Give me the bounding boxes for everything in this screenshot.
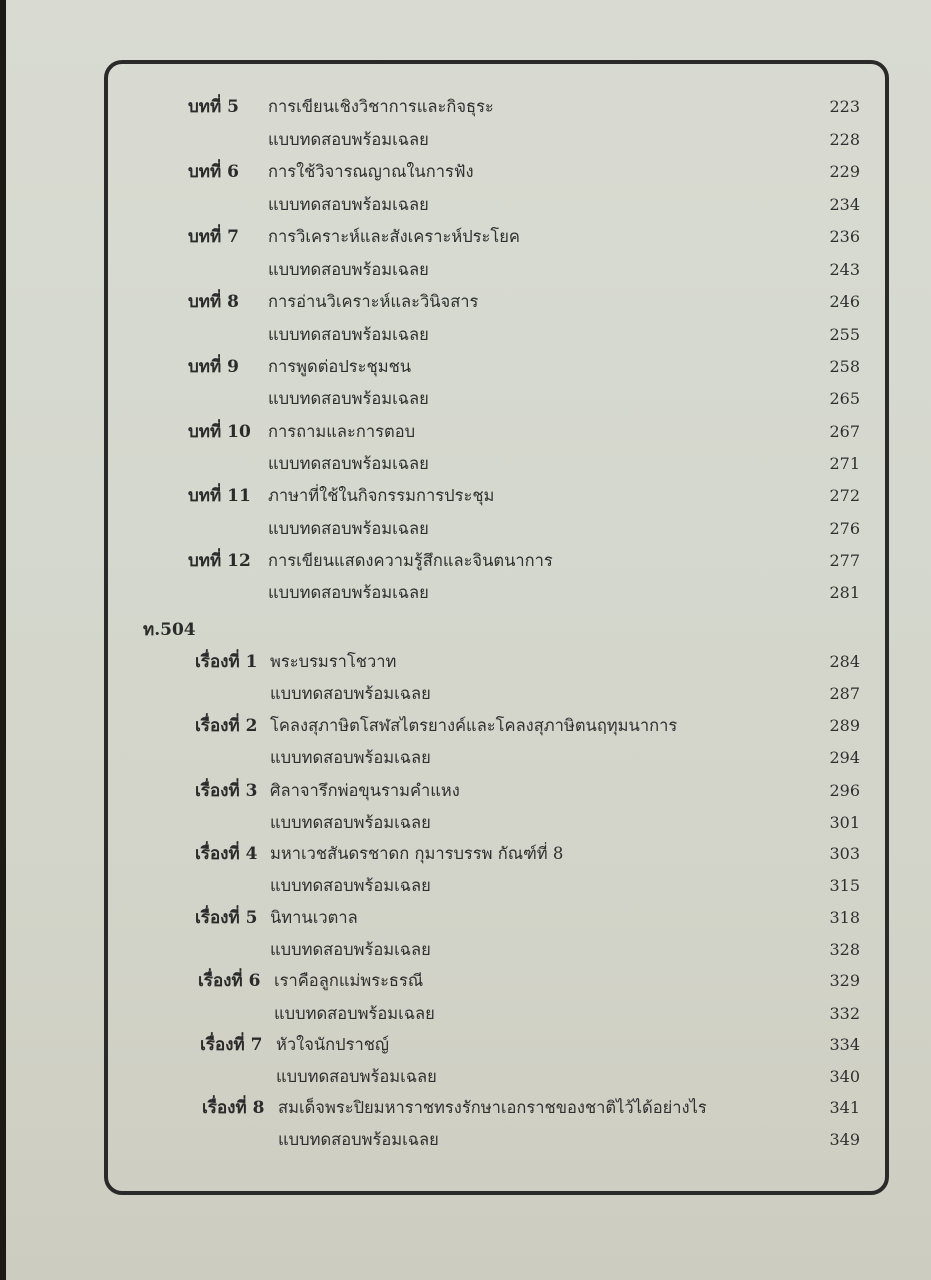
page-number: 301: [829, 813, 860, 832]
toc-row-chapter-6: [0, 158, 931, 186]
toc-row-chapter-12: [0, 547, 931, 575]
entry-title: แบบทดสอบพร้อมเฉลย: [274, 1004, 435, 1023]
toc-row-chapter-11: [0, 482, 931, 510]
entry-title: ศิลาจารึกพ่อขุนรามคำแหง: [270, 781, 460, 800]
toc-row-story-6: [0, 967, 931, 995]
entry-title: แบบทดสอบพร้อมเฉลย: [268, 195, 429, 214]
story-label: เรื่องที่ 1: [195, 652, 258, 672]
entry-title: พระบรมราโชวาท: [270, 652, 397, 671]
page-number: 243: [829, 260, 860, 279]
page-number: 289: [829, 716, 860, 735]
page-number: 296: [829, 781, 860, 800]
entry-title: แบบทดสอบพร้อมเฉลย: [268, 389, 429, 408]
page-number: 284: [829, 652, 860, 671]
page-number: 255: [829, 325, 860, 344]
entry-title: การเขียนแสดงความรู้สึกและจินตนาการ: [268, 551, 553, 570]
toc-row-story-3: [0, 777, 931, 805]
entry-title: แบบทดสอบพร้อมเฉลย: [268, 325, 429, 344]
entry-title: การใช้วิจารณญาณในการฟัง: [268, 162, 474, 181]
page-number: 276: [829, 519, 860, 538]
toc-row-quiz: [0, 321, 931, 349]
page-number: 329: [829, 971, 860, 990]
page-number: 303: [829, 844, 860, 863]
toc-row-quiz: [0, 515, 931, 543]
entry-title: แบบทดสอบพร้อมเฉลย: [268, 519, 429, 538]
page-number: 318: [829, 908, 860, 927]
toc-row-chapter-9: [0, 353, 931, 381]
toc-row-chapter-10: [0, 418, 931, 446]
toc-row-quiz: [0, 450, 931, 478]
page-number: 267: [829, 422, 860, 441]
toc-row-story-8: [0, 1094, 931, 1122]
entry-title: แบบทดสอบพร้อมเฉลย: [270, 813, 431, 832]
toc-row-story-7: [0, 1031, 931, 1059]
entry-title: แบบทดสอบพร้อมเฉลย: [268, 130, 429, 149]
entry-title: นิทานเวตาล: [270, 908, 358, 927]
toc-row-story-4: [0, 840, 931, 868]
chapter-label: บทที่ 7: [188, 227, 239, 247]
toc-row-quiz: [0, 126, 931, 154]
entry-title: การอ่านวิเคราะห์และวินิจสาร: [268, 292, 479, 311]
chapter-label: บทที่ 6: [188, 162, 239, 182]
entry-title: หัวใจนักปราชญ์: [276, 1035, 389, 1054]
story-label: เรื่องที่ 4: [195, 844, 258, 864]
entry-title: แบบทดสอบพร้อมเฉลย: [268, 260, 429, 279]
page-number: 236: [829, 227, 860, 246]
page-number: 294: [829, 748, 860, 767]
page-number: 265: [829, 389, 860, 408]
page-number: 287: [829, 684, 860, 703]
toc-row-quiz: [0, 256, 931, 284]
page-number: 315: [829, 876, 860, 895]
entry-title: การถามและการตอบ: [268, 422, 416, 441]
entry-title: มหาเวชสันดรชาดก กุมารบรรพ กัณฑ์ที่ 8: [270, 844, 564, 863]
chapter-label: บทที่ 11: [188, 486, 251, 506]
page-number: 334: [829, 1035, 860, 1054]
page-number: 328: [829, 940, 860, 959]
entry-title: การวิเคราะห์และสังเคราะห์ประโยค: [268, 227, 520, 246]
entry-title: แบบทดสอบพร้อมเฉลย: [268, 454, 429, 473]
entry-title: แบบทดสอบพร้อมเฉลย: [268, 583, 429, 602]
section-heading: ท.504: [143, 620, 196, 640]
chapter-label: บทที่ 10: [188, 422, 251, 442]
toc-row-quiz: [0, 680, 931, 708]
story-label: เรื่องที่ 8: [202, 1098, 265, 1118]
entry-title: การเขียนเชิงวิชาการและกิจธุระ: [268, 97, 494, 116]
toc-row-chapter-5: [0, 93, 931, 121]
toc-row-quiz: [0, 744, 931, 772]
story-label: เรื่องที่ 3: [195, 781, 258, 801]
entry-title: แบบทดสอบพร้อมเฉลย: [278, 1130, 439, 1149]
toc-row-quiz: [0, 579, 931, 607]
entry-title: แบบทดสอบพร้อมเฉลย: [270, 684, 431, 703]
page-number: 246: [829, 292, 860, 311]
page-number: 234: [829, 195, 860, 214]
chapter-label: บทที่ 9: [188, 357, 239, 377]
toc-row-quiz: [0, 1063, 931, 1091]
entry-title: แบบทดสอบพร้อมเฉลย: [270, 940, 431, 959]
chapter-label: บทที่ 5: [188, 97, 239, 117]
story-label: เรื่องที่ 7: [200, 1035, 263, 1055]
page-number: 272: [829, 486, 860, 505]
page-number: 277: [829, 551, 860, 570]
chapter-label: บทที่ 12: [188, 551, 251, 571]
toc-row-quiz: [0, 872, 931, 900]
entry-title: แบบทดสอบพร้อมเฉลย: [270, 876, 431, 895]
toc-row-quiz: [0, 1126, 931, 1154]
entry-title: แบบทดสอบพร้อมเฉลย: [276, 1067, 437, 1086]
toc-row-story-2: [0, 712, 931, 740]
page-number: 349: [829, 1130, 860, 1149]
page-number: 271: [829, 454, 860, 473]
story-label: เรื่องที่ 2: [195, 716, 258, 736]
page-number: 281: [829, 583, 860, 602]
toc-row-quiz: [0, 809, 931, 837]
story-label: เรื่องที่ 6: [198, 971, 261, 991]
entry-title: การพูดต่อประชุมชน: [268, 357, 412, 376]
page-number: 228: [829, 130, 860, 149]
entry-title: แบบทดสอบพร้อมเฉลย: [270, 748, 431, 767]
page-number: 340: [829, 1067, 860, 1086]
chapter-label: บทที่ 8: [188, 292, 239, 312]
entry-title: ภาษาที่ใช้ในกิจกรรมการประชุม: [268, 486, 495, 505]
page-number: 341: [829, 1098, 860, 1117]
toc-row-story-1: [0, 648, 931, 676]
toc-row-chapter-7: [0, 223, 931, 251]
toc-row-quiz: [0, 385, 931, 413]
story-label: เรื่องที่ 5: [195, 908, 258, 928]
page-number: 223: [829, 97, 860, 116]
page-number: 258: [829, 357, 860, 376]
entry-title: โคลงสุภาษิตโสฬสไตรยางค์และโคลงสุภาษิตนฤทุมนาการ: [270, 716, 678, 735]
entry-title: เราคือลูกแม่พระธรณี: [274, 971, 424, 990]
entry-title: สมเด็จพระปิยมหาราชทรงรักษาเอกราชของชาติไว้ได้อย่างไร: [278, 1098, 707, 1117]
toc-row-quiz: [0, 191, 931, 219]
toc-row-chapter-8: [0, 288, 931, 316]
toc-row-quiz: [0, 1000, 931, 1028]
page-number: 229: [829, 162, 860, 181]
toc-row-story-5: [0, 904, 931, 932]
page-number: 332: [829, 1004, 860, 1023]
toc-row-quiz: [0, 936, 931, 964]
